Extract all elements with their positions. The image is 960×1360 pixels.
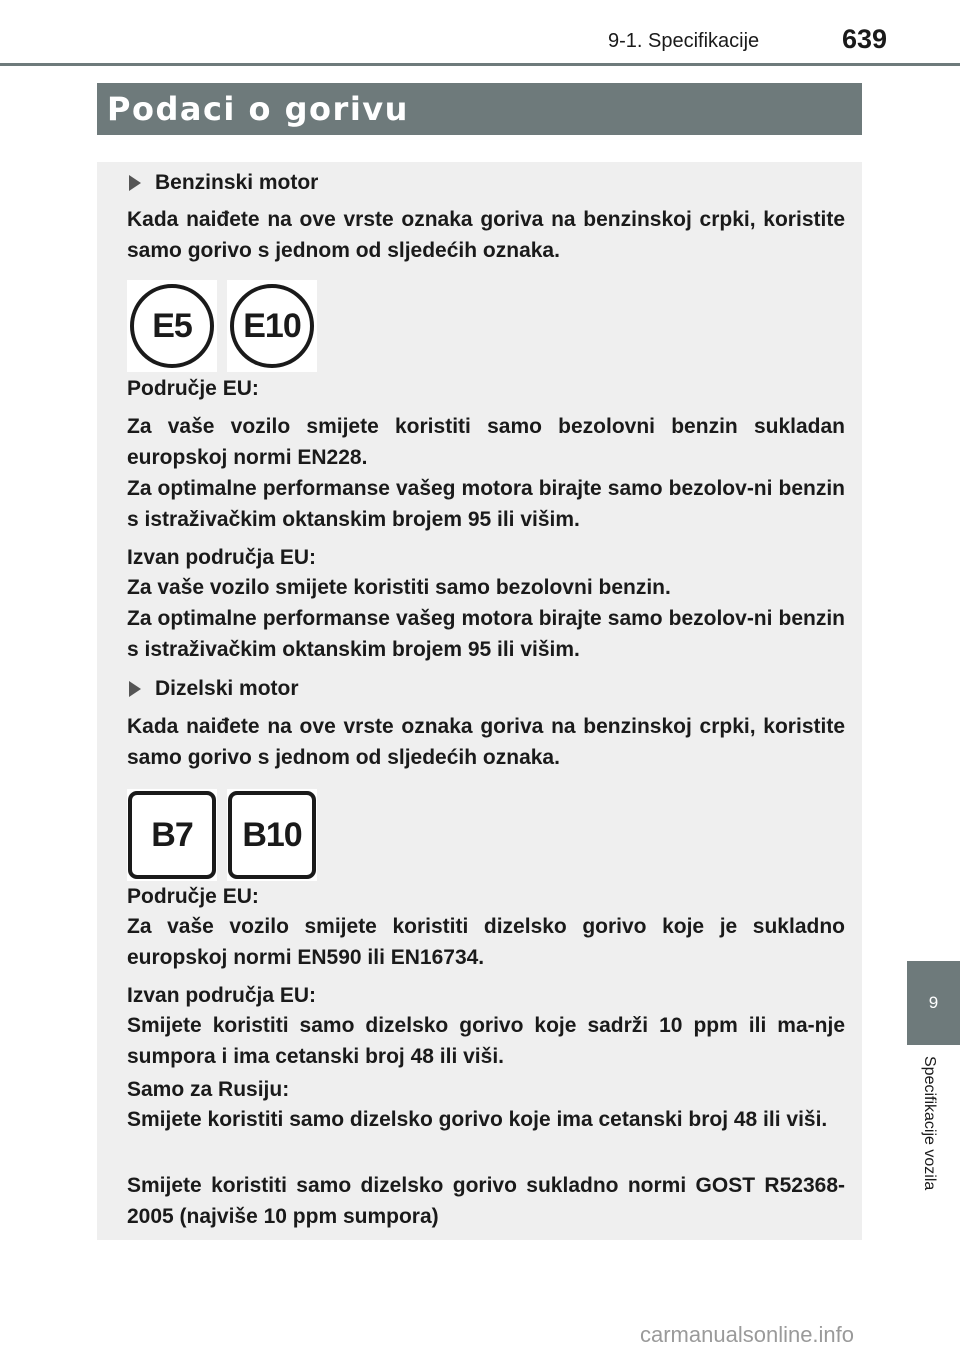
chapter-side-label: Specifikacije vozila [921, 1056, 938, 1191]
fuel-label-b10-square: B10 [228, 791, 316, 879]
fuel-label-e10 [227, 280, 317, 372]
petrol-intro: Kada naiđete na ove vrste oznaka goriva na benzinskoj crpki, koristite samo gorivo s jednom od sljedećih oznaka. [127, 208, 845, 262]
diesel-eu-heading: Područje EU: [127, 885, 259, 908]
petrol-fuel-labels [127, 280, 317, 372]
petrol-eu-line1: Za vaše vozilo smijete koristiti samo bezolovni benzin sukladan europskoj normi EN228. [127, 415, 845, 469]
page-title: Podaci o gorivu [107, 90, 409, 128]
diesel-non-eu-heading: Izvan područja EU: [127, 984, 317, 1007]
fuel-label-b7 [127, 789, 217, 881]
petrol-non-eu-line2: Za optimalne performanse vašeg motora birajte samo bezolov-ni benzin s istraživačkim oktanskim brojem 95 ili višim. [127, 607, 845, 661]
triangle-bullet-icon [129, 681, 141, 697]
diesel-heading-text: Dizelski motor [155, 677, 299, 700]
diesel-eu-line1: Za vaše vozilo smijete koristiti dizelsko gorivo koje je sukladno europskoj normi EN590 ili EN16734. [127, 915, 845, 969]
page-title-bar [97, 83, 862, 135]
diesel-russia-heading: Samo za Rusiju: [127, 1078, 290, 1101]
diesel-intro: Kada naiđete na ove vrste oznaka goriva na benzinskoj crpki, koristite samo gorivo s jednom od sljedećih oznaka. [127, 715, 845, 769]
triangle-bullet-icon [129, 175, 141, 191]
section-title: 9-1. Specifikacije [608, 30, 760, 52]
diesel-heading [127, 673, 845, 704]
chapter-tab [907, 961, 960, 1045]
petrol-eu-heading: Područje EU: [127, 377, 259, 400]
fuel-label-e5 [127, 280, 217, 372]
diesel-russia-line2: Smijete koristiti samo dizelsko gorivo sukladno normi GOST R52368-2005 (najviše 10 ppm sumpora) [127, 1174, 845, 1228]
petrol-non-eu-heading: Izvan područja EU: [127, 546, 317, 569]
petrol-eu-line2: Za optimalne performanse vašeg motora birajte samo bezolov-ni benzin s istraživačkim oktanskim brojem 95 ili višim. [127, 477, 845, 531]
diesel-non-eu-line1: Smijete koristiti samo dizelsko gorivo koje sadrži 10 ppm ili ma-nje sumpora i ima cetanski broj 48 ili viši. [127, 1014, 845, 1068]
diesel-fuel-labels [127, 789, 317, 881]
content-panel [97, 162, 862, 1240]
fuel-label-b10 [227, 789, 317, 881]
fuel-label-b7-square: B7 [128, 791, 216, 879]
header-divider [0, 63, 960, 66]
petrol-heading-text: Benzinski motor [155, 171, 319, 194]
page-number: 639 [842, 24, 888, 54]
watermark: carmanualsonline.info [640, 1322, 855, 1347]
fuel-label-e5-circle: E5 [130, 284, 214, 368]
diesel-russia-line1: Smijete koristiti samo dizelsko gorivo koje ima cetanski broj 48 ili viši. [127, 1108, 828, 1131]
fuel-label-e10-circle: E10 [230, 284, 314, 368]
chapter-tab-number: 9 [928, 993, 939, 1012]
petrol-heading [127, 167, 845, 198]
petrol-non-eu-line1: Za vaše vozilo smijete koristiti samo bezolovni benzin. [127, 576, 671, 599]
